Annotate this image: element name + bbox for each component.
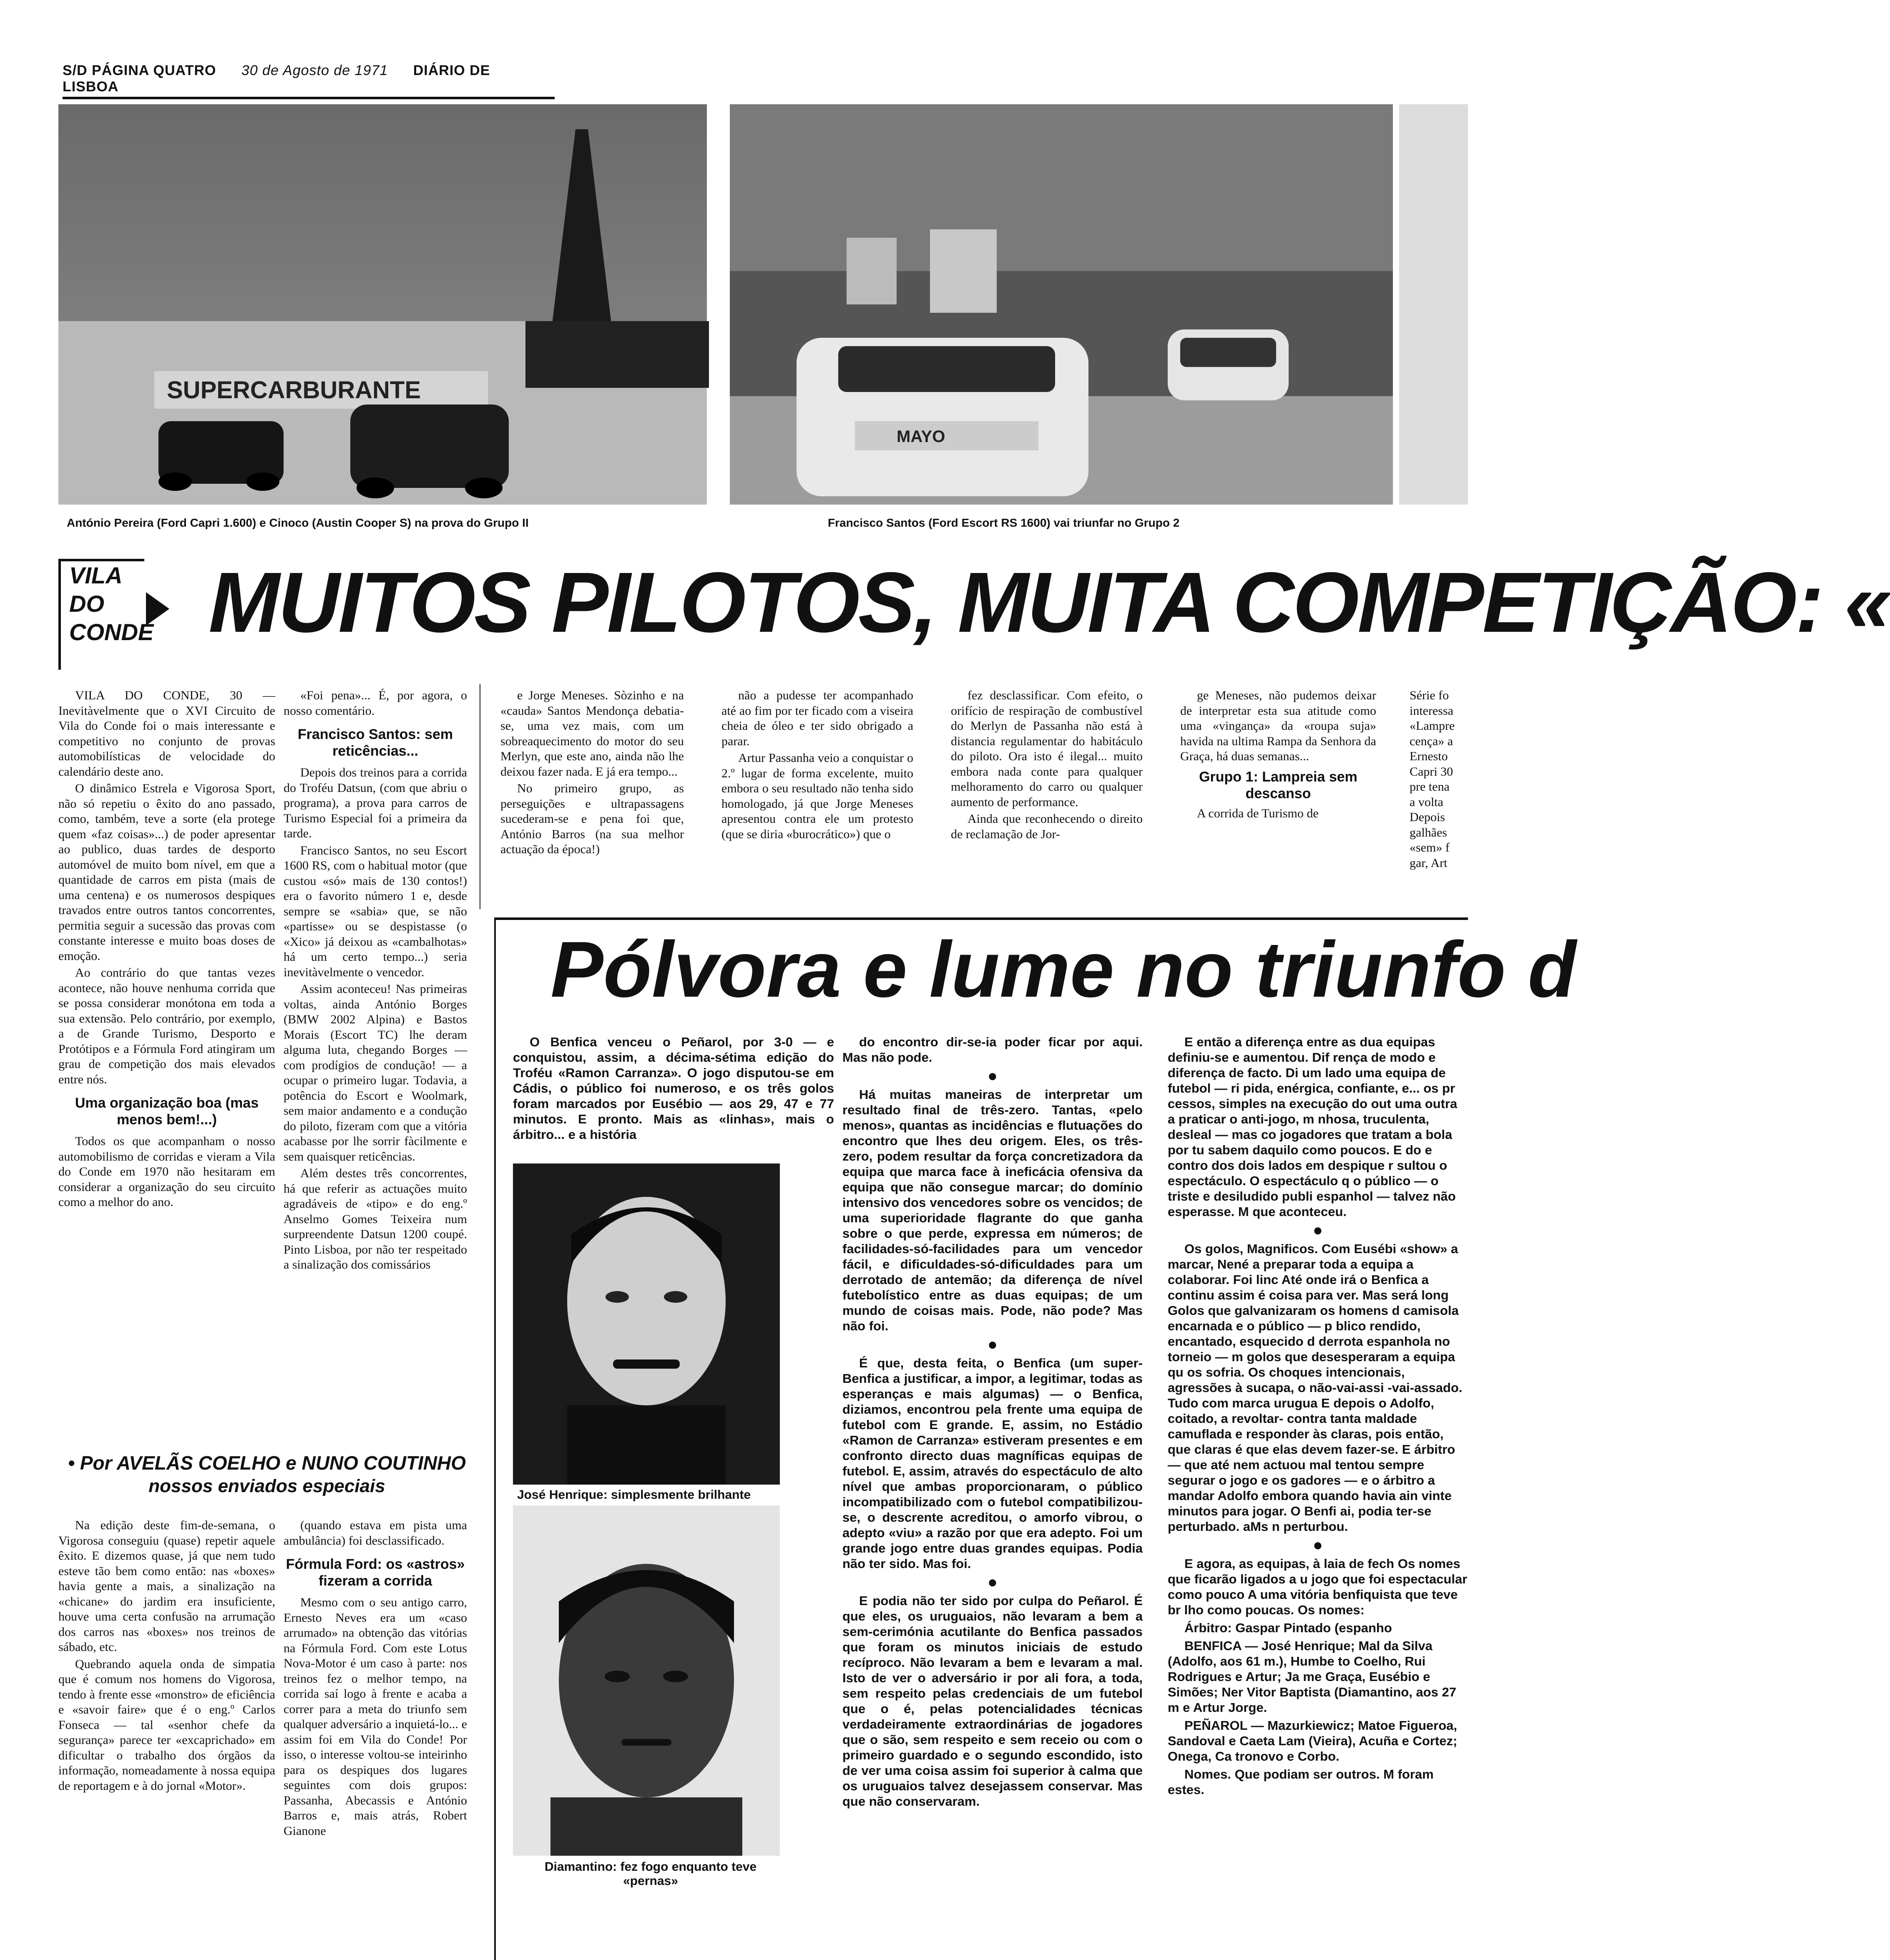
rally-paragraph: VILA DO CONDE, 30 — Inevitàvelmente que o XVI Circuito de Vila do Conde foi o mais interessante e competitivo no conjunto de provas automobilísticas de velocidade do calendário deste ano. bbox=[58, 689, 275, 779]
portrait-diamantino bbox=[513, 1505, 780, 1856]
football-paragraph: do encontro dir-se-ia poder ficar por aqui. Mas não pode. bbox=[842, 1035, 1143, 1065]
football-headline: Pólvora e lume no triunfo d bbox=[550, 925, 1576, 1014]
rally-kicker-line-3: CONDE bbox=[69, 619, 154, 645]
rally-line: Capri 30 bbox=[1410, 764, 1453, 779]
rally-paragraph: O dinâmico Estrela e Vigorosa Sport, não só repetiu o êxito do ano passado, como, também, teve a sorte (ela protege quem «faz coisas»...) de poder apresentar ao publico, duas tardes de desporto automóvel de muito bom nível, em que a quantidade de carros em pista (mais de uma centena) e os numerosos despiques travados entre outros tantos concorrentes, permitia seguir a sucessão das provas com constante interesse e muito boas doses de emoção. bbox=[58, 781, 275, 963]
rally-column-5 bbox=[951, 688, 1143, 844]
portrait-diamantino-image bbox=[513, 1505, 780, 1856]
bullet-dot-icon: ● bbox=[987, 1573, 998, 1591]
rally-line: galhães bbox=[1410, 825, 1447, 839]
photo-rally-right-image bbox=[730, 104, 1393, 505]
rally-paragraph: Artur Passanha veio a conquistar o 2.º lugar de forma excelente, muito embora o seu resultado não tenha sido homologado, já que Jorge Meneses apresentou contra ele um protesto (que se diria «burocrático») que o bbox=[721, 751, 913, 841]
byline-role: nossos enviados especiais bbox=[148, 1476, 385, 1496]
byline-authors: • Por AVELÃS COELHO e NUNO COUTINHO bbox=[68, 1452, 466, 1474]
photo-caption-right: Francisco Santos (Ford Escort RS 1600) vai triunfar no Grupo 2 bbox=[828, 516, 1180, 529]
rally-paragraph: Francisco Santos, no seu Escort 1600 RS, com o habitual motor (que custou «só» mais de 130 contos!) era o favorito número 1 e, desde sempre se «sabia» que, se não «partisse» ou se despistasse (o «Xico» já deixou as «cambalhotas» há um certo tempo...) seria inevitàvelmente o vencedor. bbox=[284, 843, 467, 979]
portrait-caption-jose-henrique: José Henrique: simplesmente brilhante bbox=[517, 1488, 751, 1502]
photo-rally-left-image bbox=[58, 104, 707, 505]
rally-paragraph: Assim aconteceu! Nas primeiras voltas, ainda António Borges (BMW 2002 Alpina) e Bastos Morais (Escort TC) lhe deram alguma luta, chegando Borges — com prodígios de condução! — a ocupar o primeiro lugar. Todavia, a potência do Escort e Woolmark, sem maior andamento e a condução do piloto, fizeram com que a vitória acabasse por lhe sorrir fàcilmente e sem quaisquer reticências. bbox=[284, 982, 467, 1163]
rally-paragraph: Depois dos treinos para a corrida do Troféu Datsun, (com que abriu o programa), a prova para carros de Turismo Especial foi a primeira da tarde. bbox=[284, 766, 467, 840]
rally-headline: MUITOS PILOTOS, MUITA COMPETIÇÃO: « bbox=[209, 555, 1890, 650]
football-box-border-left bbox=[494, 917, 496, 1960]
rally-column-1-lower bbox=[58, 1518, 275, 1795]
rally-line: interessa bbox=[1410, 704, 1453, 718]
rally-paragraph: Mesmo com o seu antigo carro, Ernesto Neves era um «caso arrumado» na obtenção das vitórias na Fórmula Ford. Com este Lotus Nova-Motor é um caso à parte: nos treinos fez o melhor tempo, na corrida saí logo à frente e acaba a correr para a meta do triunfo sem qualquer adversário a inquietá-lo... e assim foi em Vila do Conde! Por isso, o interesse voltou-se inteirinho para os despiques dos lugares seguintes com dois grupos: Passanha, Abecassis e António Barros e, mais atrás, Robert Gianone bbox=[284, 1596, 467, 1838]
football-column-3 bbox=[1168, 1034, 1468, 1800]
rally-paragraph: (quando estava em pista uma ambulância) foi desclassificado. bbox=[284, 1518, 467, 1548]
rally-line: Ernesto bbox=[1410, 749, 1448, 763]
rally-paragraph: ge Meneses, não pudemos deixar de interpretar esta sua atitude como uma «vingança» da «roupa suja» havida na ultima Rampa da Senhora da Graça, há duas semanas... bbox=[1180, 689, 1376, 763]
rally-column-1 bbox=[58, 688, 275, 1212]
photo-rally-left bbox=[58, 104, 707, 505]
rally-paragraph: e Jorge Meneses. Sòzinho e na «cauda» Santos Mendonça debatia-se, uma vez mais, com um sobreaquecimento do motor do seu Merlyn, que este ano, ainda não lhe deixou fazer nada. E já era tempo... bbox=[500, 689, 684, 779]
rally-paragraph: No primeiro grupo, as perseguições e ultrapassagens sucederam-se e pena foi que, António Barros (na sua melhor actuação da época!) bbox=[500, 781, 684, 856]
issue-date: 30 de Agosto de 1971 bbox=[241, 63, 388, 78]
rally-subhead-francisco: Francisco Santos: sem reticências... bbox=[297, 726, 453, 759]
rally-column-2 bbox=[284, 688, 467, 1274]
rally-paragraph: Ainda que reconhecendo o direito de reclamação de Jor- bbox=[951, 812, 1143, 841]
rally-line: Depois bbox=[1410, 810, 1445, 824]
football-paragraph: Nomes. Que podiam ser outros. M foram estes. bbox=[1168, 1767, 1434, 1797]
bullet-dot-icon: ● bbox=[987, 1067, 998, 1085]
football-referee: Árbitro: Gaspar Pintado (espanho bbox=[1184, 1621, 1392, 1635]
rally-paragraph: não a pudesse ter acompanhado até ao fim por ter ficado com a viseira cheia de óleo e ter sido obrigado a parar. bbox=[721, 689, 913, 748]
football-penarol-lineup: PEÑAROL — Mazurkiewicz; Matoe Figueroa, Sandoval e Caeta Lam (Vieira), Acuña e Cortez; Onega, Ca tronovo e Corbo. bbox=[1168, 1718, 1458, 1764]
rally-line: «Lampre bbox=[1410, 719, 1455, 733]
football-paragraph: E podia não ter sido por culpa do Peñarol. É que eles, os uruguaios, não levaram a bem a sem-cerimónia acutilante do Benfica passados que foram os minutos iniciais de estudo recíproco. Não levaram a bem e levaram a mal. Isto de ver o adversário ir por ali fora, a toda, sem respeito pelas credenciais de um futebol que o é, pelas potencialidades técnicas verdadeiramente extraordinárias de jogadores que o são, sem respeito e sem receio ou com o primeiro guardado e o segundo escondido, isto de ver uma coisa assim foi superior à calma que os uruguaios talvez desejassem conservar. Mas que não conservaram. bbox=[842, 1593, 1143, 1809]
section-label: S/D PÁGINA QUATRO bbox=[63, 63, 216, 78]
bullet-dot-icon: ● bbox=[1312, 1536, 1323, 1554]
football-paragraph: Os golos, Magnificos. Com Eusébi «show» a marcar, Nené a preparar toda a equipa a colaborar. Foi linc Até onde irá o Benfica a continu assim é coisa para ver. Mas será long Golos que galvanizaram os homens d camisola encarnada e o público — p blico rendido, encantado, esquecido d derrota espanhola no torneio — m golos que desesperaram a equipa qu os sofria. Os choques intencionais, agressões à sucapa, o não-vai-assi -vai-assado. Tudo com marca urugua E depois o Adolfo, coitado, a revoltar- contra tanta maldade camuflada e responder às claras, pois então, que claras é que elas devem fazer-se. E árbitro — que até nem actuou mal tentou sempre segurar o jogo e os gadores — e o árbitro a mandar Adolfo embora quando havia ain vinte minutos para jogar. O Benfi ai, podia ter-se perturbado. aMs n perturbou. bbox=[1168, 1241, 1463, 1534]
portrait-jose-henrique bbox=[513, 1163, 780, 1485]
football-paragraph: E então a diferença entre as dua equipas definiu-se e aumentou. Dif rença de modo e diferença de facto. Di um lado uma equipa de futebol — ri pida, enérgica, confiante, e... os pr cessos, simples na execução do out uma outra a praticar o anti-jogo, m nhosa, truculenta, desleal — mas co jogadores que tratam a bola por tu sabem daquilo como poucos. E do e contro dos dois lados em despique r sultou o espectáculo. O espectáculo q o público — o triste e desiludido publi espanhol — talvez não esperasse. M que aconteceu. bbox=[1168, 1035, 1458, 1219]
rally-byline bbox=[58, 1451, 475, 1498]
rally-column-2-lower bbox=[284, 1518, 467, 1840]
football-lead: O Benfica venceu o Peñarol, por 3-0 — e conquistou, assim, a décima-sétima edição do Troféu «Ramon Carranza». O jogo disputou-se em Cádis, o público foi numeroso, e os três golos foram marcados por Eusébio — aos 29, 47 e 77 minutos. E pronto. Mais as «linhas», mais o árbitro... e a história bbox=[513, 1035, 834, 1142]
photo-rally-edge bbox=[1399, 104, 1468, 505]
photo-caption-left: António Pereira (Ford Capri 1.600) e Cinoco (Austin Cooper S) na prova do Grupo II bbox=[67, 516, 529, 529]
rally-column-6 bbox=[1180, 688, 1376, 823]
rally-line: pre tena bbox=[1410, 780, 1450, 794]
rally-paragraph: A corrida de Turismo de bbox=[1197, 806, 1319, 820]
football-paragraph: E agora, as equipas, à laia de fech Os nomes que ficarão ligados a u jogo que foi espectacular como pouco A uma vitória benfiquista que teve br lho como poucas. Os nomes: bbox=[1168, 1556, 1468, 1617]
bullet-dot-icon: ● bbox=[1312, 1221, 1323, 1239]
car-plate: MAYO bbox=[897, 427, 945, 446]
football-benfica-lineup: BENFICA — José Henrique; Mal da Silva (Adolfo, aos 61 m.), Humbe to Coelho, Rui Rodrigues e Artur; Ja me Graça, Eusébio e Simões; Ner Vitor Baptista (Diamantino, aos 27 m e Artur Jorge. bbox=[1168, 1638, 1456, 1715]
rally-line: Série fo bbox=[1410, 689, 1449, 702]
football-column-2 bbox=[842, 1034, 1143, 1812]
rally-column-4 bbox=[721, 688, 913, 844]
rally-paragraph: Na edição deste fim-de-semana, o Vigorosa conseguiu (quase) repetir aquele êxito. E dizemos quase, já que nem tudo esteve tão bem como então: nas «boxes» havia gente a mais, a sinalização na «chicane» do jardim era insuficiente, houve uma certa confusão na arrumação dos carros nas «boxes» nos treinos de sábado, etc. bbox=[58, 1518, 275, 1654]
photo-rally-right bbox=[730, 104, 1393, 505]
rally-line: a volta bbox=[1410, 795, 1443, 809]
rally-subhead-formula-ford: Fórmula Ford: os «astros» fizeram a corrida bbox=[286, 1556, 465, 1589]
rally-paragraph: fez desclassificar. Com efeito, o orifício de respiração de combustível do Merlyn de Passanha não está à distancia regulamentar do habitáculo do piloto. Ora isto é ilegal... muito embora nada conte para qualquer melhoramento do carro ou qualquer aumento de performance. bbox=[951, 689, 1143, 809]
page-header bbox=[63, 63, 555, 99]
rally-line: «sem» f bbox=[1410, 841, 1450, 854]
arrow-icon bbox=[146, 592, 169, 626]
rally-subhead-grupo1: Grupo 1: Lampreia sem descanso bbox=[1199, 769, 1357, 802]
rally-line: cença» a bbox=[1410, 734, 1453, 748]
bullet-dot-icon: ● bbox=[987, 1335, 998, 1354]
rally-paragraph: Todos os que acompanham o nosso automobilismo de corridas e vieram a Vila do Conde em 1970 não hesitaram em considerar a organização do seu circuito como a melhor do ano. bbox=[58, 1134, 275, 1209]
rally-paragraph: Além destes três concorrentes, há que referir as actuações muito agradáveis de «tipo» e do eng.º Anselmo Gomes Teixeira num surpreendente Datsun 1200 coupé. Pinto Lisboa, por não ter respeitado a sinalização dos comissários bbox=[284, 1166, 467, 1271]
portrait-caption-diamantino: Diamantino: fez fogo enquanto teve «pernas» bbox=[544, 1860, 757, 1888]
rally-subhead-organization: Uma organização boa (mas menos bem!...) bbox=[75, 1095, 259, 1128]
rally-paragraph: «Foi pena»... É, por agora, o nosso comentário. bbox=[284, 689, 467, 718]
rally-column-3 bbox=[500, 688, 684, 859]
rally-line: gar, Art bbox=[1410, 856, 1448, 870]
rally-paragraph: Ao contrário do que tantas vezes acontece, não houve nenhuma corrida que se possa considerar monótona em toda a sua extensão. Pelo contrário, por exemplo, a de Grande Turismo, Desporto e Protótipos e a Fórmula Ford atingiram um grau de competição dos mais elevados entre nós. bbox=[58, 966, 275, 1086]
rally-kicker-line-2: DO bbox=[69, 591, 104, 617]
newspaper-name: DIÁRIO DE LISBOA bbox=[63, 63, 490, 95]
football-paragraph: Há muitas maneiras de interpretar um resultado final de três-zero. Tantas, «pelo menos», quantas as incidências e flutuações do encontro que lhes deu origem. Eles, os três-zero, podem resultar da força concretizadora da equipa que marca face à ineficácia ofensiva da equipa que não consegue marcar; do domínio intensivo dos vencedores sobre os vencidos; de uma superioridade flagrante do que ganha sobre o que perde, expressa em números; de facilidades-só-facilidades para um vencedor fácil, e dificuldades-só-dificuldades para um derrotado de antemão; da diferença de nível futebolístico entre as duas equipas; de um mundo de coisas mais. Pode, não pode? Mas não foi. bbox=[842, 1087, 1143, 1333]
rally-paragraph: Quebrando aquela onda de simpatia que é comum nos homens do Vigorosa, tendo à frente esse «monstro» de eficiência e «savoir faire» que é o eng.º Carlos Fonseca — tal «senhor chefe da segurança» parece ter «excaprichado» em dificultar o trabalho dos órgãos da informação, nomeadamente à nossa equipa de reportagem e à do jornal «Motor». bbox=[58, 1657, 275, 1793]
football-paragraph: É que, desta feita, o Benfica (um super-Benfica a justificar, a impor, a legitimar, todas as esperanças e mais algumas) — o Benfica, diziamos, encontrou pela frente uma equipa de futebol com E grande. E, assim, no Estádio «Ramon de Carranza» estiveram presentes e em confronto directo duas magníficas equipas de futebol. E, assim, através do espectáculo de alto nível que ambas proporcionaram, o público incompatibilizado com o futebol compatibilizou-se, o descrente acreditou, o amorfo vibrou, o adepto «viu» a razão por que era adepto. Foi um grande jogo entre duas grandes equipas. Podia não ter sido. Mas foi. bbox=[842, 1356, 1143, 1571]
rally-kicker-box bbox=[58, 559, 154, 670]
portrait-jose-henrique-image bbox=[513, 1163, 780, 1485]
billboard-sign: SUPERCARBURANTE bbox=[167, 377, 421, 404]
rally-column-7 bbox=[1410, 688, 1468, 871]
rally-kicker-line-1: VILA bbox=[69, 562, 123, 588]
